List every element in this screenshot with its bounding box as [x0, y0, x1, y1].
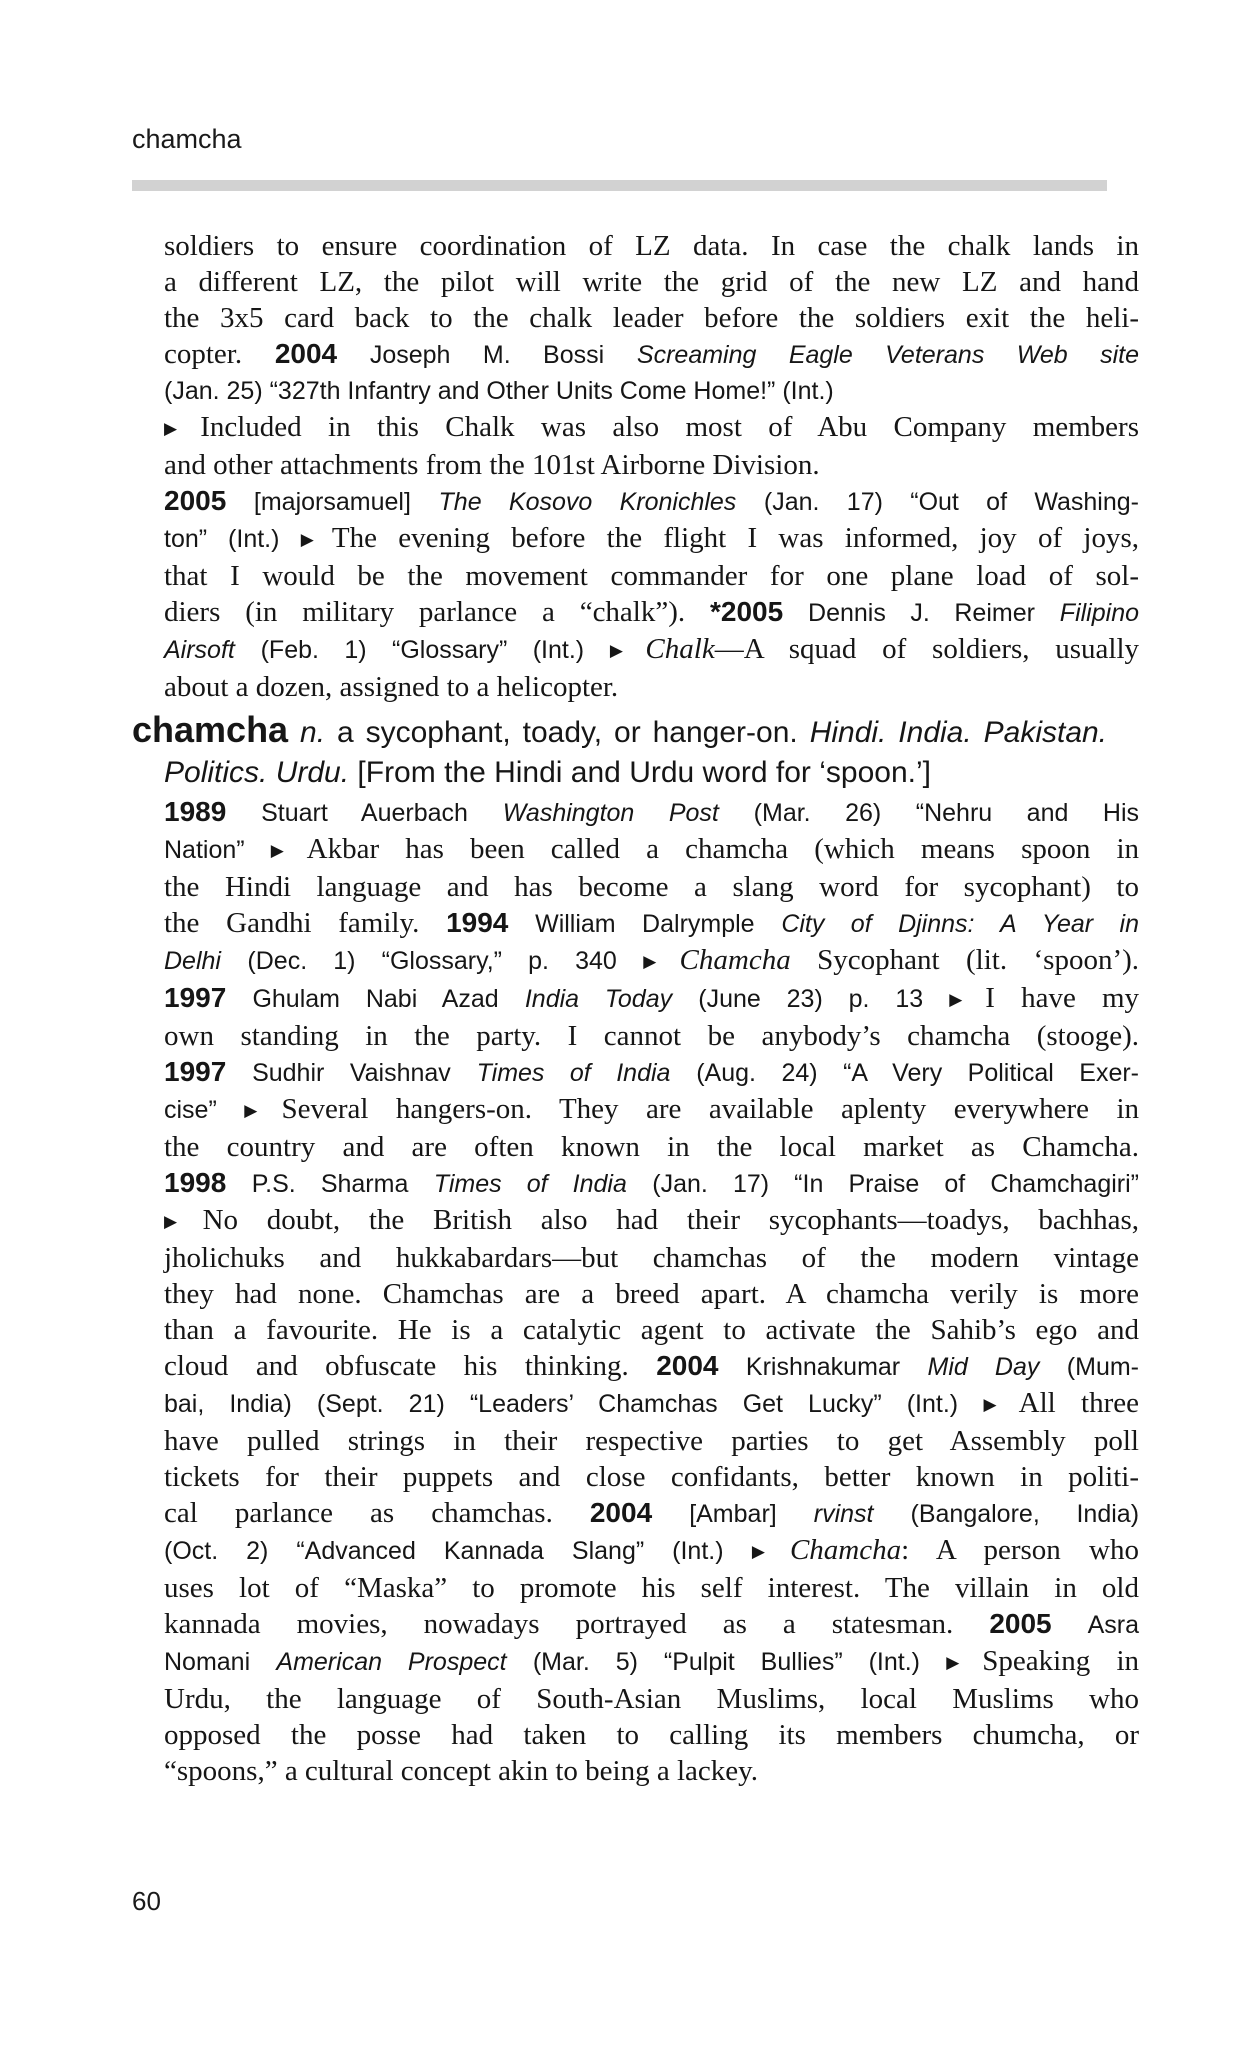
glossed-term: Chalk [645, 633, 715, 665]
text-line [164, 1202, 1139, 1240]
citation-year: 2004 [274, 338, 338, 369]
citation-year: 2004 [589, 1497, 653, 1528]
quotation: I have my [985, 982, 1140, 1014]
text-line [164, 1348, 1139, 1385]
citation-source: rvinst [813, 1500, 874, 1528]
citation-detail: (Bangalore, India) [910, 1500, 1140, 1528]
text-line [164, 1385, 1139, 1423]
quote-marker-icon: ▶ [609, 641, 642, 660]
quotation: No doubt, the British also had their sycophants—toadys, bachhas, [202, 1204, 1140, 1236]
quote-marker-icon: ▶ [643, 952, 676, 971]
page-number: 60 [132, 1886, 161, 1916]
quotation: : A person who [901, 1534, 1140, 1566]
quote-marker-icon: ▶ [270, 841, 303, 860]
text-line: “spoons,” a cultural concept akin to being a lackey. [164, 1755, 759, 1787]
citation-year: 1997 [164, 982, 227, 1013]
text-line: the Hindi language and has become a slang word for sycophant) to [164, 871, 1139, 903]
citation-year: 1989 [164, 796, 227, 827]
usage-labels: Politics. Urdu. [164, 756, 350, 789]
citation-detail: bai, India) (Sept. 21) “Leaders’ Chamchas Get Lucky” (Int.) [164, 1390, 959, 1418]
quotation: diers (in military parlance a “chalk”). [164, 596, 686, 628]
quote-marker-icon: ▶ [751, 1542, 786, 1561]
text-line: and other attachments from the 101st Airborne Division. [164, 449, 820, 481]
quote-marker-icon: ▶ [164, 1212, 199, 1231]
text-line [164, 483, 1139, 520]
text-line [164, 831, 1139, 869]
quotation: —A squad of soldiers, usually [714, 633, 1140, 665]
text-line [132, 710, 1107, 753]
text-line [164, 980, 1139, 1018]
text-line [164, 1495, 1139, 1532]
citation-detail: cise” [164, 1096, 217, 1124]
text-line: a different LZ, the pilot will write the grid of the new LZ and hand [164, 266, 1139, 298]
citation-year: 1994 [446, 907, 509, 938]
citation-source: The Kosovo Kronichles [438, 488, 737, 516]
etymology: [From the Hindi and Urdu word for ‘spoon.’] [357, 756, 931, 789]
quotation: the Gandhi family. [164, 907, 420, 939]
header-rule [132, 180, 1107, 191]
headword: chamcha [132, 709, 289, 750]
text-line: that I would be the movement commander for one plane load of sol- [164, 560, 1139, 592]
citation-source: Delhi [164, 947, 221, 975]
citation-year: *2005 [710, 596, 784, 627]
quotation: Speaking in [982, 1645, 1140, 1677]
citation-source: City of Djinns: A Year in [781, 910, 1140, 938]
citation-author: Asra [1087, 1611, 1140, 1639]
quote-marker-icon: ▶ [300, 530, 328, 549]
citation-detail: (June 23) p. 13 [698, 985, 924, 1013]
citation-source: Washington Post [502, 799, 719, 827]
text-line: soldiers to ensure coordination of LZ data. In case the chalk lands in [164, 230, 1139, 262]
citation-detail: (Jan. 17) “In Praise of Chamchagiri” [652, 1170, 1140, 1198]
citation-source: American Prospect [276, 1648, 507, 1676]
citations [132, 794, 1139, 1789]
text-line [164, 794, 1139, 831]
citation-author: [Ambar] [689, 1500, 777, 1528]
citation-detail: (Feb. 1) “Glossary” (Int.) [260, 636, 585, 664]
text-line: jholichuks and hukkabardars—but chamchas of the modern vintage [164, 1242, 1139, 1274]
citation-year: 2004 [656, 1350, 719, 1381]
text-line: the 3x5 card back to the chalk leader before the soldiers exit the heli- [164, 302, 1139, 334]
quote-marker-icon: ▶ [164, 419, 197, 438]
citation-source: Screaming Eagle Veterans Web site [636, 341, 1139, 369]
glossed-term: Chamcha [789, 1534, 902, 1566]
quotation: Several hangers-on. They are available aplenty everywhere in [281, 1093, 1139, 1125]
text-line [164, 905, 1139, 942]
text-line [164, 1606, 1139, 1643]
citation-author: Sudhir Vaishnav [252, 1059, 451, 1087]
citation-author: Nomani [164, 1648, 251, 1676]
citation-author: Krishnakumar [745, 1353, 901, 1381]
text-line: tickets for their puppets and close confidants, better known in politi- [164, 1461, 1139, 1493]
usage-labels: Hindi. India. Pakistan. [809, 716, 1108, 749]
citation-source: Times of India [433, 1170, 627, 1198]
quotation: kannada movies, nowadays portrayed as a statesman. [164, 1608, 954, 1640]
citation-author: Ghulam Nabi Azad [252, 985, 499, 1013]
quotation: Akbar has been called a chamcha (which means spoon in [306, 833, 1140, 865]
text-line [164, 520, 1139, 558]
text-line [164, 631, 1139, 669]
quote-marker-icon: ▶ [244, 1101, 278, 1120]
text-line: have pulled strings in their respective parties to get Assembly poll [164, 1425, 1139, 1457]
citation-detail: (Mar. 5) “Pulpit Bullies” (Int.) [532, 1648, 920, 1676]
citation-source: Filipino [1059, 599, 1139, 627]
quote-marker-icon: ▶ [946, 1653, 979, 1672]
text-line [164, 594, 1139, 631]
citation-author: Joseph M. Bossi [369, 341, 605, 369]
citation-author: Stuart Auerbach [261, 799, 468, 827]
text-line [164, 1091, 1139, 1129]
citation-source: Times of India [476, 1059, 671, 1087]
quote-marker-icon: ▶ [949, 990, 982, 1009]
citation-detail: (Aug. 24) “A Very Political Exer- [696, 1059, 1140, 1087]
citation-year: 1997 [164, 1056, 227, 1087]
text-line [164, 942, 1139, 980]
text-line: than a favourite. He is a catalytic agent to activate the Sahib’s ego and [164, 1314, 1139, 1346]
citation-author: [majorsamuel] [253, 488, 411, 516]
text-line [164, 1165, 1139, 1202]
quotation: cal parlance as chamchas. [164, 1497, 553, 1529]
citation-author: P.S. Sharma [251, 1170, 409, 1198]
citation-year: 2005 [164, 485, 227, 516]
citation-detail: (Oct. 2) “Advanced Kannada Slang” (Int.) [164, 1537, 724, 1565]
continued-citations [132, 228, 1139, 705]
text-line [164, 1643, 1139, 1681]
text-line: the country and are often known in the local market as Chamcha. [164, 1131, 1139, 1163]
citation-detail: ton” (Int.) [164, 525, 280, 553]
quotation: Sycophant (lit. ‘spoon’). [817, 944, 1140, 976]
text-line: they had none. Chamchas are a breed apart. A chamcha verily is more [164, 1278, 1139, 1310]
running-head: chamcha [132, 124, 242, 154]
citation-author: William Dalrymple [535, 910, 755, 938]
glossed-term: Chamcha [679, 944, 791, 976]
text-line: uses lot of “Maska” to promote his self interest. The villain in old [164, 1572, 1139, 1604]
citation-source: Airsoft [164, 636, 235, 664]
text-fragment: copter. [164, 338, 243, 370]
text-line [164, 336, 1139, 373]
part-of-speech: n. [300, 716, 326, 749]
text-line: opposed the posse had taken to calling its members chumcha, or [164, 1719, 1139, 1751]
dictionary-entry-head [132, 710, 1107, 793]
definition: a sycophant, toady, or hanger-on. [336, 716, 798, 749]
citation-detail: Nation” [164, 836, 245, 864]
text-line: about a dozen, assigned to a helicopter. [164, 671, 619, 703]
quotation: All three [1018, 1387, 1140, 1419]
text-line: Urdu, the language of South-Asian Muslims, local Muslims who [164, 1683, 1139, 1715]
citation-source: Mid Day [927, 1353, 1040, 1381]
text-line [164, 409, 1139, 447]
text-line [164, 1532, 1139, 1570]
citation-detail: (Jan. 25) “327th Infantry and Other Units Come Home!” (Int.) [164, 377, 834, 405]
citation-source: India Today [524, 985, 673, 1013]
quotation: Included in this Chalk was also most of Abu Company members [200, 411, 1139, 443]
citation-detail: (Mum- [1066, 1353, 1140, 1381]
quotation: cloud and obfuscate his thinking. [164, 1350, 629, 1382]
text-line [164, 1054, 1139, 1091]
quotation: The evening before the flight I was informed, joy of joys, [331, 522, 1139, 554]
citation-year: 1998 [164, 1167, 227, 1198]
text-line: own standing in the party. I cannot be anybody’s chamcha (stooge). [164, 1020, 1139, 1052]
text-line [132, 753, 1107, 793]
quote-marker-icon: ▶ [983, 1395, 1015, 1414]
citation-detail: (Dec. 1) “Glossary,” p. 340 [247, 947, 617, 975]
citation-author: Dennis J. Reimer [808, 599, 1035, 627]
citation-year: 2005 [989, 1608, 1052, 1639]
citation-detail: (Mar. 26) “Nehru and His [753, 799, 1139, 827]
citation-detail: (Jan. 17) “Out of Washing- [763, 488, 1139, 516]
